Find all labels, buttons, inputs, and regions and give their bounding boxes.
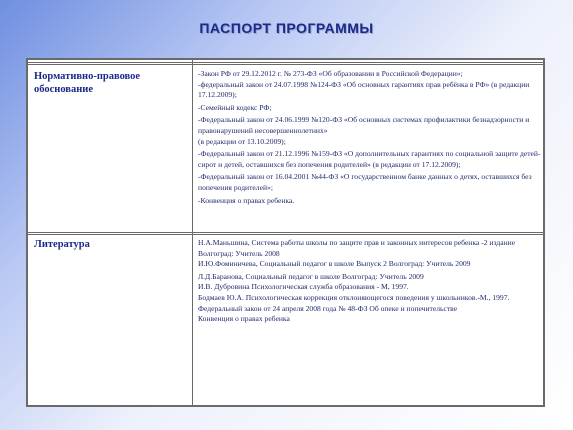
row-content-literature [198,238,541,325]
passport-table [26,58,545,407]
content-line: И.Ю.Фоминичева, Социальный педагог в школе Выпуск 2 Волгоград: Учитель 2009 [198,259,471,269]
content-line: -федеральный закон от 24.07.1998 №124-ФЗ «Об основных гарантиях прав ребёнка в РФ» (в редакции 17.12.2009); [198,79,530,100]
content-line: -Федеральный закон от 24.06.1999 №120-ФЗ «Об основных системах профилактики безнадзорности и правонарушений несовершеннолетних» [198,115,530,135]
content-line: Конвенция о правах ребенка [198,314,290,324]
table-top-divider [28,62,543,65]
table-column-divider [192,60,193,405]
content-line: Федеральный закон от 24 апреля 2008 года № 48-ФЗ Об опеке и попечительстве [198,303,458,313]
row-content-legal-basis [198,69,541,206]
content-line: И.В. Дубровина Психологическая служба образования - М, 1997. [198,282,409,292]
content-line: Бодмаев Ю.А. Психологическая коррекция отклоняющегося поведения у школьников.-М., 1997. [198,292,510,302]
content-line: -Федеральный закон от 16.04.2001 №44-ФЗ «О государственном банке данных о детях, оставшихся без попечения родителей»; [198,172,532,192]
content-line: -Семейный кодекс РФ; [198,102,272,112]
page-title: ПАСПОРТ ПРОГРАММЫ [199,20,374,36]
row-heading-literature: Литература [34,239,90,250]
content-line: Л.Д.Баранова, Социальный педагог в школе Волгоград: Учитель 2009 [198,271,424,281]
content-line: (в редакции от 13.10.2009); [198,136,286,146]
content-line: -Закон РФ от 29.12.2012 г. № 273-ФЗ «Об образовании в Российской Федерации»; [198,69,463,78]
content-line: -Федеральный закон от 21.12.1996 №159-ФЗ «О дополнительных гарантиях по социальной защите детей-сирот и детей, оставшихся без попечения родителей» (в редакции от 17.12.2009); [198,149,541,169]
table-row-divider [28,232,543,235]
content-line: Н.А.Маньшина, Система работы школы по защите прав и законных интересов ребенка -2 издание Волгоград: Учитель 2008 [198,238,516,258]
row-heading-legal-basis: Нормативно-правовое обоснование [34,71,141,95]
content-line: -Конвенция о правах ребенка. [198,195,295,205]
